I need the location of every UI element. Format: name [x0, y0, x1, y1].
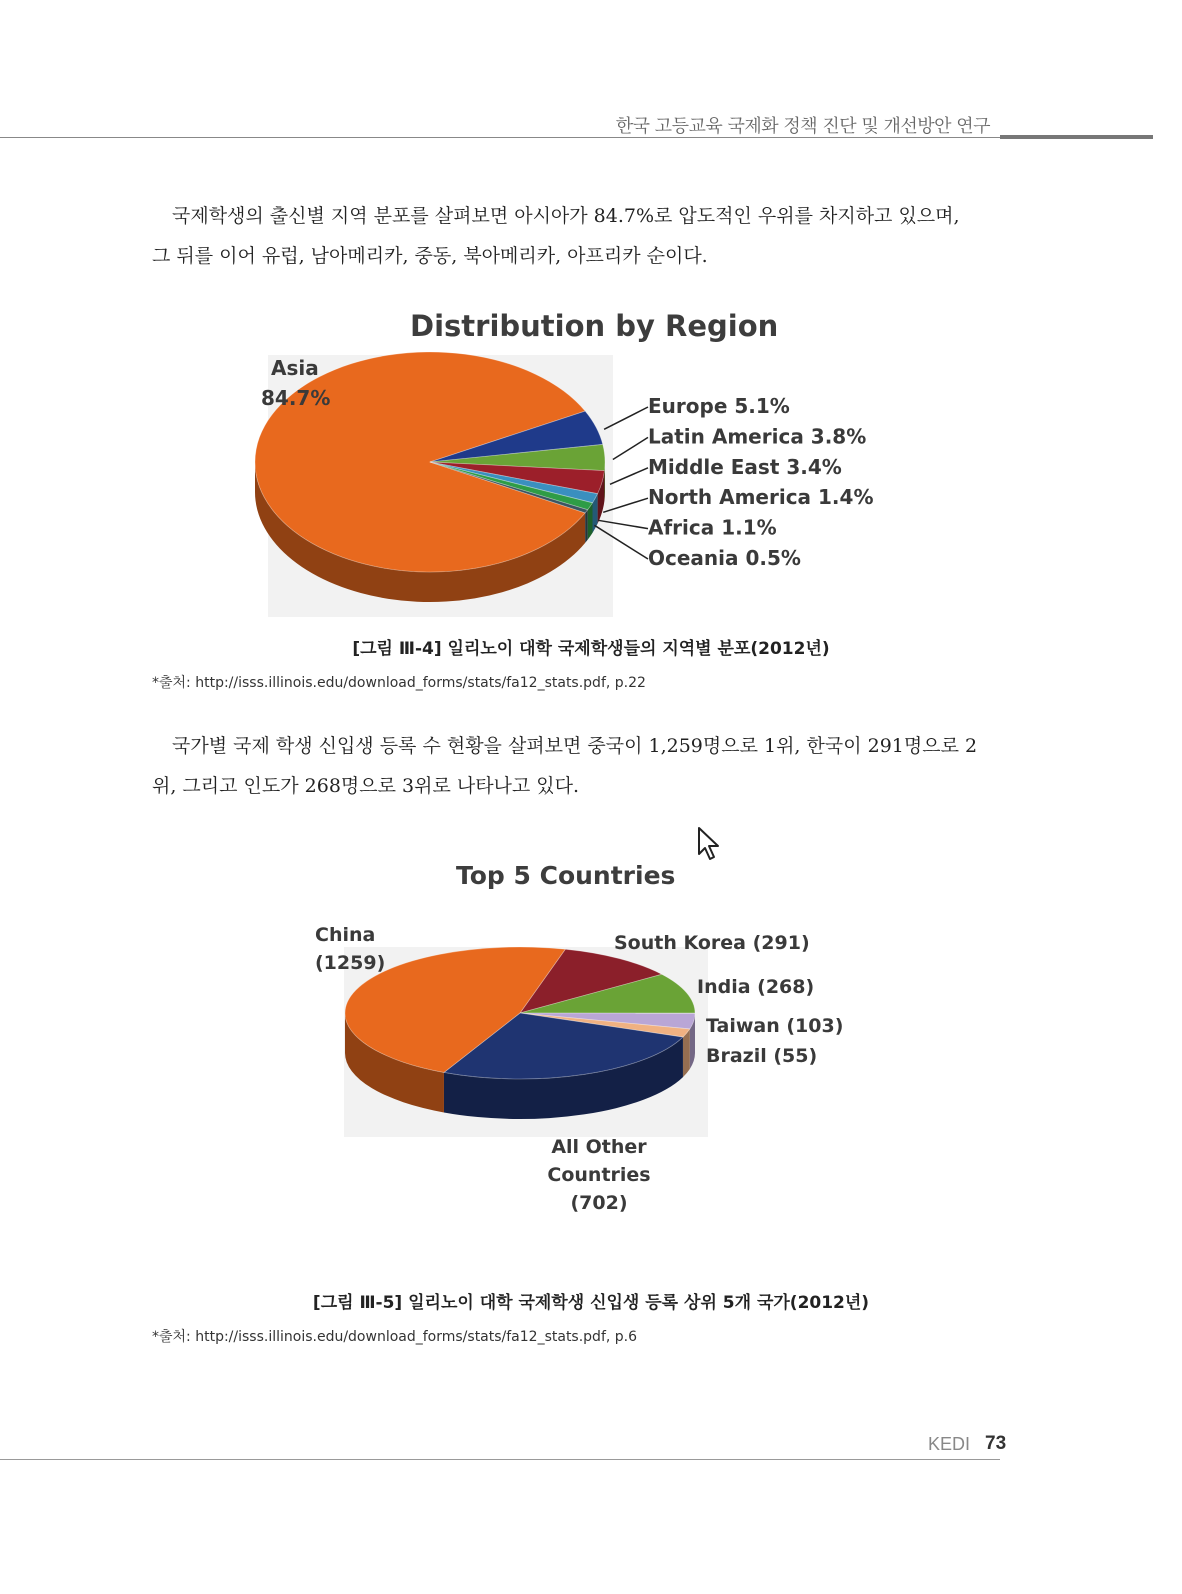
slice-value-label: 84.7%: [261, 386, 331, 410]
slice-label: South Korea (291): [614, 932, 810, 954]
slice-label: Brazil (55): [706, 1045, 818, 1067]
figure-source: *출처: http://isss.illinois.edu/download_forms/stats/fa12_stats.pdf, p.22: [152, 675, 646, 691]
running-header-title: 한국 고등교육 국제화 정책 진단 및 개선방안 연구: [615, 116, 990, 137]
leader-line: [610, 468, 648, 484]
region-pie-svg: [240, 305, 880, 620]
paragraph-region-distribution: [152, 196, 1002, 276]
countries-pie-chart: [300, 855, 860, 1220]
slice-label: North America 1.4%: [648, 485, 874, 510]
paragraph-country-ranking: [152, 726, 1002, 806]
slice-label: Latin America 3.8%: [648, 424, 867, 449]
slice-label: Oceania 0.5%: [648, 546, 801, 570]
leader-line: [613, 437, 648, 459]
page-footer: [0, 1428, 1182, 1468]
footer-rule: [0, 1459, 1000, 1460]
paragraph-line: 그 뒤를 이어 유럽, 남아메리카, 중동, 북아메리카, 아프리카 순이다.: [152, 245, 708, 267]
figure-caption: [그림 Ⅲ-4] 일리노이 대학 국제학생들의 지역별 분포(2012년): [352, 639, 830, 659]
figure-source: *출처: http://isss.illinois.edu/download_forms/stats/fa12_stats.pdf, p.6: [152, 1329, 638, 1345]
slice-label: India (268): [697, 976, 815, 998]
header-rule: [0, 137, 1000, 138]
slice-label: (1259): [315, 952, 386, 974]
paragraph-line: 국가별 국제 학생 신입생 등록 수 현황을 살펴보면 중국이 1,259명으로 1위, 한국이 291명으로 2: [172, 735, 978, 757]
chart-title: Top 5 Countries: [456, 861, 676, 890]
footer-brand: KEDI: [928, 1434, 971, 1454]
slice-label: China: [315, 924, 376, 946]
countries-pie-svg: [300, 855, 860, 1220]
slice-label: Middle East 3.4%: [648, 454, 842, 479]
slice-label: Countries: [547, 1164, 651, 1186]
slice-label: Asia: [271, 356, 319, 380]
chart-title: Distribution by Region: [410, 309, 779, 343]
figure-caption: [그림 Ⅲ-5] 일리노이 대학 국제학생 신입생 등록 상위 5개 국가(2012년): [312, 1293, 870, 1313]
paragraph-line: 위, 그리고 인도가 268명으로 3위로 나타나고 있다.: [152, 775, 580, 797]
slice-label: Europe 5.1%: [648, 394, 790, 418]
paragraph-line: 국제학생의 출신별 지역 분포를 살펴보면 아시아가 84.7%로 압도적인 우위를 차지하고 있으며,: [172, 205, 960, 227]
slice-label: Africa 1.1%: [648, 515, 777, 540]
running-header: [0, 104, 1182, 144]
pie-slice-side: [585, 510, 587, 543]
slice-label: Taiwan (103): [706, 1015, 844, 1037]
region-pie-chart: [240, 305, 880, 620]
slice-label: (702): [570, 1192, 628, 1214]
header-accent-rule: [1000, 135, 1153, 139]
page-number: 73: [985, 1433, 1007, 1454]
slice-label: All Other: [551, 1136, 647, 1158]
